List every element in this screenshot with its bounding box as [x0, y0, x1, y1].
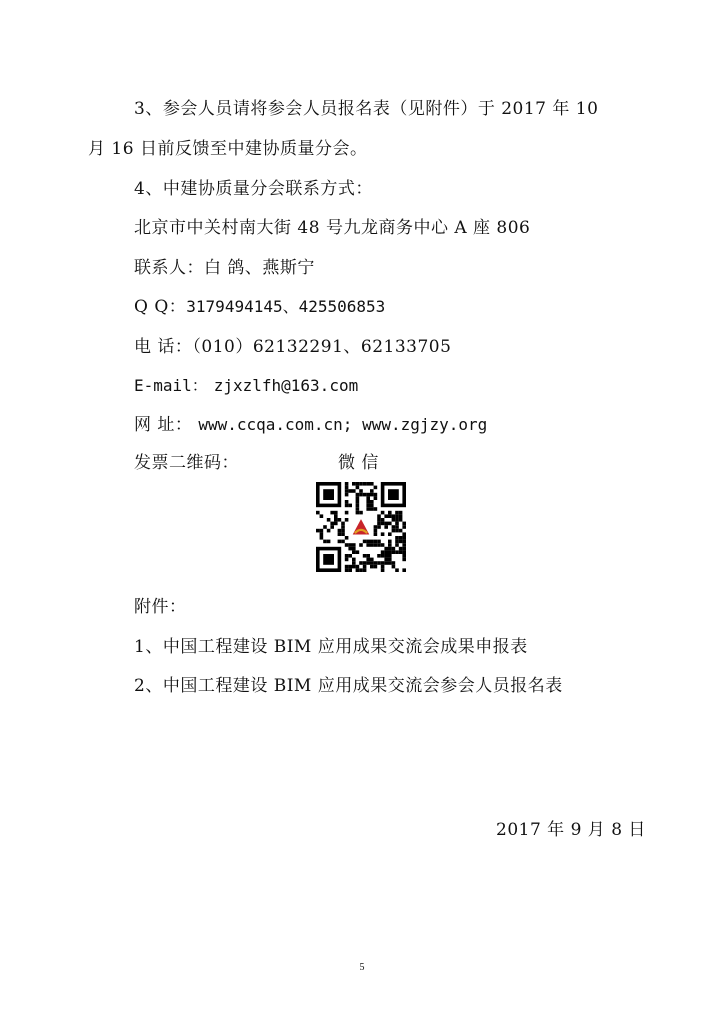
qr-module [356, 504, 360, 508]
qr-module [402, 550, 406, 554]
qr-module [392, 525, 396, 529]
qr-module [381, 522, 385, 526]
qr-module [395, 511, 399, 515]
qr-module [356, 568, 360, 572]
qr-module [316, 529, 320, 533]
qr-module [330, 511, 334, 515]
qr-module [359, 568, 363, 572]
qr-module [395, 550, 399, 554]
qr-module [384, 561, 388, 565]
contact-email-label: E-mail： [134, 376, 208, 395]
qr-module [381, 554, 385, 558]
qr-module [384, 522, 388, 526]
qr-module [402, 522, 406, 526]
qr-module [399, 550, 403, 554]
qr-module [392, 518, 396, 522]
attachment-item-1: 1、中国工程建设 BIM 应用成果交流会成果申报表 [134, 637, 528, 657]
qr-module [356, 550, 360, 554]
qr-module [388, 540, 392, 544]
qr-module [374, 486, 378, 490]
qr-module [374, 543, 378, 547]
qr-module [402, 547, 406, 551]
contact-heading: 4、中建协质量分会联系方式： [134, 179, 373, 199]
qr-module [395, 529, 399, 533]
qr-module [356, 565, 360, 569]
qr-module [352, 565, 356, 569]
paragraph-3-line-2: 月 16 日前反馈至中建协质量分会。 [88, 139, 368, 159]
qr-module [366, 500, 370, 504]
qr-module [359, 543, 363, 547]
qr-module [316, 511, 320, 515]
qr-module [345, 558, 349, 562]
qr-module [320, 529, 324, 533]
qr-module [356, 482, 360, 486]
qr-module [402, 568, 406, 572]
qr-module [370, 500, 374, 504]
qr-module [374, 565, 378, 569]
qr-module [341, 529, 345, 533]
qr-module [395, 518, 399, 522]
qr-module [402, 532, 406, 536]
qr-module [320, 536, 324, 540]
qr-module [399, 547, 403, 551]
qr-module [384, 514, 388, 518]
qr-module [388, 522, 392, 526]
qr-module [384, 558, 388, 562]
qr-module [395, 522, 399, 526]
qr-module [370, 561, 374, 565]
qr-module [352, 489, 356, 493]
qr-module [359, 511, 363, 515]
qr-module [374, 493, 378, 497]
qr-module [356, 496, 360, 500]
qr-module [392, 550, 396, 554]
qr-module [330, 522, 334, 526]
qr-module [384, 547, 388, 551]
qr-module [370, 565, 374, 569]
qr-module [370, 507, 374, 511]
qr-module [381, 511, 385, 515]
qr-module [338, 532, 342, 536]
qr-module [345, 500, 349, 504]
qr-module [388, 550, 392, 554]
contact-email-row [134, 375, 358, 397]
qr-module [381, 532, 385, 536]
qr-module [341, 540, 345, 544]
qr-module [402, 540, 406, 544]
qr-module [366, 493, 370, 497]
qr-module [370, 558, 374, 562]
qr-module [356, 507, 360, 511]
qr-center-logo [350, 516, 372, 538]
qr-module [374, 507, 378, 511]
qr-module [334, 511, 338, 515]
qr-module [377, 554, 381, 558]
qr-module [370, 489, 374, 493]
qr-module [341, 532, 345, 536]
qr-module [345, 554, 349, 558]
qr-module [330, 525, 334, 529]
qr-module [402, 558, 406, 562]
qr-module [345, 486, 349, 490]
qr-module [323, 525, 327, 529]
qr-module [381, 568, 385, 572]
contact-person-row [134, 257, 315, 279]
qr-module [399, 518, 403, 522]
qr-module [348, 543, 352, 547]
qr-module [395, 536, 399, 540]
contact-phone-value: （010）62132291、62133705 [192, 337, 452, 357]
qr-module [395, 514, 399, 518]
contact-web-row [134, 414, 487, 436]
qr-module [356, 493, 360, 497]
qr-module [381, 543, 385, 547]
qr-module [399, 514, 403, 518]
qr-module [388, 554, 392, 558]
qr-module [334, 522, 338, 526]
qr-module [399, 536, 403, 540]
contact-person-label: 联系人： [134, 258, 204, 278]
attachments-heading: 附件： [134, 597, 187, 617]
contact-person-value: 白 鸽、燕斯宁 [204, 258, 315, 278]
qr-module [341, 525, 345, 529]
qr-module [352, 550, 356, 554]
qr-module [366, 561, 370, 565]
qr-module [377, 514, 381, 518]
qr-module [399, 511, 403, 515]
qr-module [341, 522, 345, 526]
qr-module [392, 547, 396, 551]
qr-module [370, 540, 374, 544]
qr-module [352, 543, 356, 547]
contact-address: 北京市中关村南大街 48 号九龙商务中心 A 座 806 [134, 218, 531, 238]
qr-module [320, 532, 324, 536]
qr-module [363, 554, 367, 558]
qr-module [363, 540, 367, 544]
qr-module [345, 536, 349, 540]
qr-module [356, 500, 360, 504]
qr-module [334, 518, 338, 522]
qr-module [327, 540, 331, 544]
qr-module [366, 496, 370, 500]
qr-module [352, 561, 356, 565]
qr-module [381, 565, 385, 569]
qr-module [359, 493, 363, 497]
qr-module [366, 507, 370, 511]
qr-module [374, 496, 378, 500]
qr-module [366, 554, 370, 558]
qr-module [366, 504, 370, 508]
qr-module [395, 525, 399, 529]
qr-module [392, 565, 396, 569]
qr-module [345, 493, 349, 497]
qr-module [363, 565, 367, 569]
contact-qq-value: 3179494145、425506853 [186, 297, 386, 316]
qr-module [345, 518, 349, 522]
qr-module [381, 550, 385, 554]
contact-qq-label: Q Q： [134, 297, 187, 317]
qr-module [327, 518, 331, 522]
qr-module [388, 532, 392, 536]
qr-module [338, 540, 342, 544]
qr-module [334, 514, 338, 518]
qr-module [363, 493, 367, 497]
document-date: 2017 年 9 月 8 日 [496, 820, 646, 840]
qr-module [392, 561, 396, 565]
qr-finder-top-right [381, 482, 406, 507]
qr-module [370, 543, 374, 547]
qr-module [402, 525, 406, 529]
qr-module [366, 543, 370, 547]
qr-finder-bottom-left [316, 547, 341, 572]
invoice-qr-label: 发票二维码： [134, 453, 239, 473]
qr-module [348, 547, 352, 551]
qr-module [381, 518, 385, 522]
qr-module [392, 514, 396, 518]
qr-module [366, 482, 370, 486]
qr-module [395, 543, 399, 547]
qr-module [388, 543, 392, 547]
qr-module [345, 568, 349, 572]
qr-module [345, 489, 349, 493]
qr-module [374, 529, 378, 533]
wechat-label: 微 信 [338, 453, 379, 473]
qr-module [356, 486, 360, 490]
qr-module [392, 529, 396, 533]
qr-module [352, 558, 356, 562]
qr-module [384, 550, 388, 554]
qr-module [363, 568, 367, 572]
qr-finder-top-left [316, 482, 341, 507]
wechat-qr-code [316, 482, 406, 572]
contact-phone-row [134, 336, 451, 358]
contact-qq-row [134, 296, 385, 318]
qr-module [374, 561, 378, 565]
qr-module [388, 561, 392, 565]
qr-module [323, 540, 327, 544]
qr-module [345, 543, 349, 547]
qr-module [348, 554, 352, 558]
qr-module [388, 547, 392, 551]
qr-module [370, 504, 374, 508]
qr-module [327, 529, 331, 533]
qr-module [359, 489, 363, 493]
qr-module [359, 561, 363, 565]
qr-module [374, 540, 378, 544]
paragraph-3-line-1: 3、参会人员请将参会人员报名表（见附件）于 2017 年 10 [134, 99, 599, 119]
qr-module [366, 558, 370, 562]
page-number: 5 [359, 962, 365, 973]
qr-module [345, 565, 349, 569]
qr-module [356, 511, 360, 515]
attachment-item-2: 2、中国工程建设 BIM 应用成果交流会参会人员报名表 [134, 676, 563, 696]
qr-module [399, 540, 403, 544]
qr-module [402, 554, 406, 558]
qr-module [384, 554, 388, 558]
qr-module [345, 511, 349, 515]
qr-module [348, 504, 352, 508]
qr-module [345, 482, 349, 486]
qr-module [381, 561, 385, 565]
qr-module [384, 525, 388, 529]
qr-module [338, 518, 342, 522]
qr-module [345, 504, 349, 508]
qr-module [388, 511, 392, 515]
qr-module [363, 482, 367, 486]
contact-phone-label: 电 话： [134, 337, 193, 357]
qr-module [377, 543, 381, 547]
qr-module [388, 514, 392, 518]
qr-module [352, 547, 356, 551]
contact-web-value: www.ccqa.com.cn; www.zgjzy.org [198, 415, 488, 434]
qr-module [402, 543, 406, 547]
qr-module [377, 561, 381, 565]
qr-module [338, 529, 342, 533]
qr-module [363, 561, 367, 565]
qr-module [366, 540, 370, 544]
qr-module [395, 568, 399, 572]
qr-module [352, 482, 356, 486]
qr-module [377, 518, 381, 522]
qr-module [377, 540, 381, 544]
qr-module [370, 482, 374, 486]
qr-module [370, 493, 374, 497]
contact-web-label: 网 址： [134, 415, 193, 435]
qr-module [359, 482, 363, 486]
qr-module [348, 565, 352, 569]
qr-module [377, 525, 381, 529]
qr-module [388, 558, 392, 562]
qr-module [374, 532, 378, 536]
qr-module [399, 529, 403, 533]
qr-module [348, 568, 352, 572]
qr-module [374, 525, 378, 529]
contact-email-value: zjxzlfh@163.com [213, 376, 359, 395]
qr-module [348, 489, 352, 493]
qr-module [402, 536, 406, 540]
qr-module [395, 540, 399, 544]
qr-module [320, 514, 324, 518]
qr-module [377, 522, 381, 526]
